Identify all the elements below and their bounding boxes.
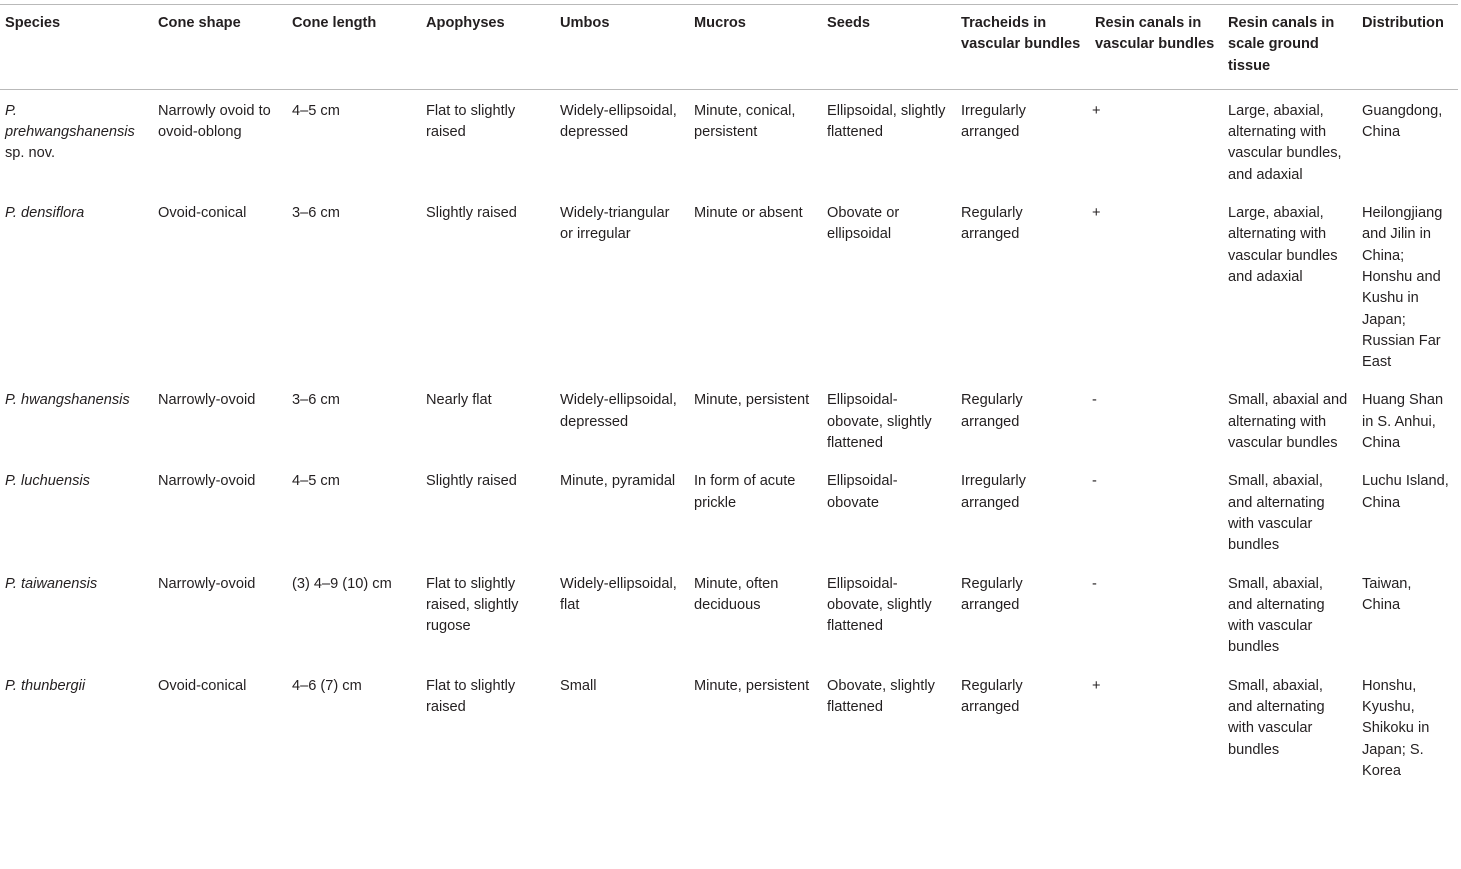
column-header-umbos: Umbos: [560, 15, 610, 31]
cell-seeds: Obovate or ellipsoidal: [827, 205, 900, 243]
cell-seeds: Ellipsoidal-obovate, slightly flattened: [827, 575, 932, 635]
cell-cone-length: 4–5 cm: [292, 473, 340, 490]
cell-mucros: In form of acute prickle: [694, 473, 796, 511]
table-body: [0, 89, 1458, 787]
cell-umbos: Minute, pyramidal: [560, 473, 676, 490]
cell-mucros: Minute, conical, persistent: [694, 102, 796, 141]
table-row: [0, 191, 1458, 378]
cell-resin-ground: Small, abaxial and alternating with vascular bundles: [1228, 392, 1348, 452]
cell-resin-vascular: -: [1092, 473, 1097, 490]
cell-cone-shape: Narrowly-ovoid: [158, 575, 256, 592]
cell-tracheids: Regularly arranged: [961, 205, 1023, 243]
cell-umbos: Widely-triangular or irregular: [560, 205, 670, 243]
cell-apophyses: Slightly raised: [426, 473, 517, 490]
table-row: [0, 562, 1458, 664]
cell-species: [0, 664, 153, 787]
cell-resin-ground: Large, abaxial, alternating with vascular bundles and adaxial: [1228, 205, 1338, 285]
species-name: P. densiflora: [5, 205, 85, 222]
cell-apophyses: Flat to slightly raised: [426, 102, 516, 141]
cell-resin-vascular: -: [1092, 392, 1097, 409]
species-name: P. thunbergii: [5, 677, 86, 694]
species-name: P. prehwangshanensis: [5, 102, 135, 141]
cell-umbos: Widely-ellipsoidal, depressed: [560, 392, 677, 430]
cell-apophyses: Nearly flat: [426, 392, 492, 409]
cell-species: [0, 191, 153, 378]
cell-distribution: Taiwan, China: [1362, 575, 1412, 613]
table-row: [0, 378, 1458, 459]
table-row: [0, 89, 1458, 191]
column-header-seeds: Seeds: [827, 15, 870, 31]
cell-distribution: Huang Shan in S. Anhui, China: [1362, 392, 1444, 452]
cell-species: [0, 89, 153, 191]
column-header-resin-vascular: Resin canals in vascular bundles: [1095, 15, 1215, 53]
pinus-comparison-table: [0, 4, 1458, 787]
cell-species: [0, 378, 153, 459]
cell-resin-ground: Large, abaxial, alternating with vascular bundles, and adaxial: [1228, 102, 1342, 183]
column-header-apophyses: Apophyses: [426, 15, 505, 31]
cell-cone-length: 4–6 (7) cm: [292, 677, 362, 694]
cell-seeds: Ellipsoidal, slightly flattened: [827, 102, 946, 141]
cell-distribution: Luchu Island, China: [1362, 473, 1449, 511]
column-header-cone-length: Cone length: [292, 15, 377, 31]
cell-mucros: Minute, persistent: [694, 392, 810, 409]
cell-cone-length: 3–6 cm: [292, 205, 340, 222]
cell-cone-length: 4–5 cm: [292, 102, 340, 119]
cell-distribution: Heilongjiang and Jilin in China; Honshu and Kushu in Japan; Russian Far East: [1362, 205, 1443, 371]
cell-cone-shape: Narrowly-ovoid: [158, 392, 256, 409]
cell-mucros: Minute or absent: [694, 205, 803, 222]
cell-resin-ground: Small, abaxial, and alternating with vascular bundles: [1228, 575, 1325, 656]
column-header-species: Species: [5, 15, 61, 31]
cell-tracheids: Regularly arranged: [961, 392, 1023, 430]
cell-umbos: Widely-ellipsoidal, depressed: [560, 102, 677, 141]
cell-apophyses: Flat to slightly raised: [426, 677, 516, 716]
column-header-mucros: Mucros: [694, 15, 746, 31]
table-header: [0, 5, 1458, 90]
cell-cone-length: 3–6 cm: [292, 392, 340, 409]
species-name: P. hwangshanensis: [5, 392, 130, 409]
cell-resin-vascular: +: [1092, 205, 1101, 222]
cell-seeds: Obovate, slightly flattened: [827, 677, 935, 716]
cell-umbos: Widely-ellipsoidal, flat: [560, 575, 677, 613]
cell-mucros: Minute, often deciduous: [694, 575, 779, 613]
cell-cone-length: (3) 4–9 (10) cm: [292, 575, 392, 592]
cell-resin-vascular: +: [1092, 677, 1101, 694]
column-header-resin-ground: Resin canals in scale ground tissue: [1228, 15, 1335, 74]
table-row: [0, 459, 1458, 561]
cell-umbos: Small: [560, 677, 597, 694]
cell-mucros: Minute, persistent: [694, 677, 810, 694]
cell-tracheids: Irregularly arranged: [961, 473, 1026, 511]
column-header-tracheids: Tracheids in vascular bundles: [961, 15, 1081, 53]
table-row: [0, 664, 1458, 787]
cell-tracheids: Irregularly arranged: [961, 102, 1026, 141]
cell-distribution: Honshu, Kyushu, Shikoku in Japan; S. Korea: [1362, 677, 1430, 779]
cell-cone-shape: Narrowly ovoid to ovoid-oblong: [158, 102, 271, 141]
cell-resin-vascular: +: [1092, 102, 1101, 119]
column-header-cone-shape: Cone shape: [158, 15, 241, 31]
column-header-distribution: Distribution: [1362, 15, 1444, 31]
cell-species: [0, 459, 153, 561]
cell-resin-ground: Small, abaxial, and alternating with vascular bundles: [1228, 473, 1325, 554]
cell-cone-shape: Narrowly-ovoid: [158, 473, 256, 490]
cell-tracheids: Regularly arranged: [961, 677, 1023, 716]
cell-cone-shape: Ovoid-conical: [158, 205, 247, 222]
cell-tracheids: Regularly arranged: [961, 575, 1023, 613]
cell-resin-vascular: -: [1092, 575, 1097, 592]
cell-seeds: Ellipsoidal-obovate: [827, 473, 898, 511]
cell-apophyses: Flat to slightly raised, slightly rugose: [426, 575, 519, 635]
species-name: P. luchuensis: [5, 473, 90, 490]
species-suffix: sp. nov.: [5, 145, 56, 162]
cell-species: [0, 562, 153, 664]
cell-distribution: Guangdong, China: [1362, 102, 1443, 141]
cell-cone-shape: Ovoid-conical: [158, 677, 247, 694]
species-name: P. taiwanensis: [5, 575, 98, 592]
header-row: [0, 5, 1458, 90]
cell-resin-ground: Small, abaxial, and alternating with vascular bundles: [1228, 677, 1325, 758]
cell-seeds: Ellipsoidal-obovate, slightly flattened: [827, 392, 932, 452]
cell-apophyses: Slightly raised: [426, 205, 517, 222]
